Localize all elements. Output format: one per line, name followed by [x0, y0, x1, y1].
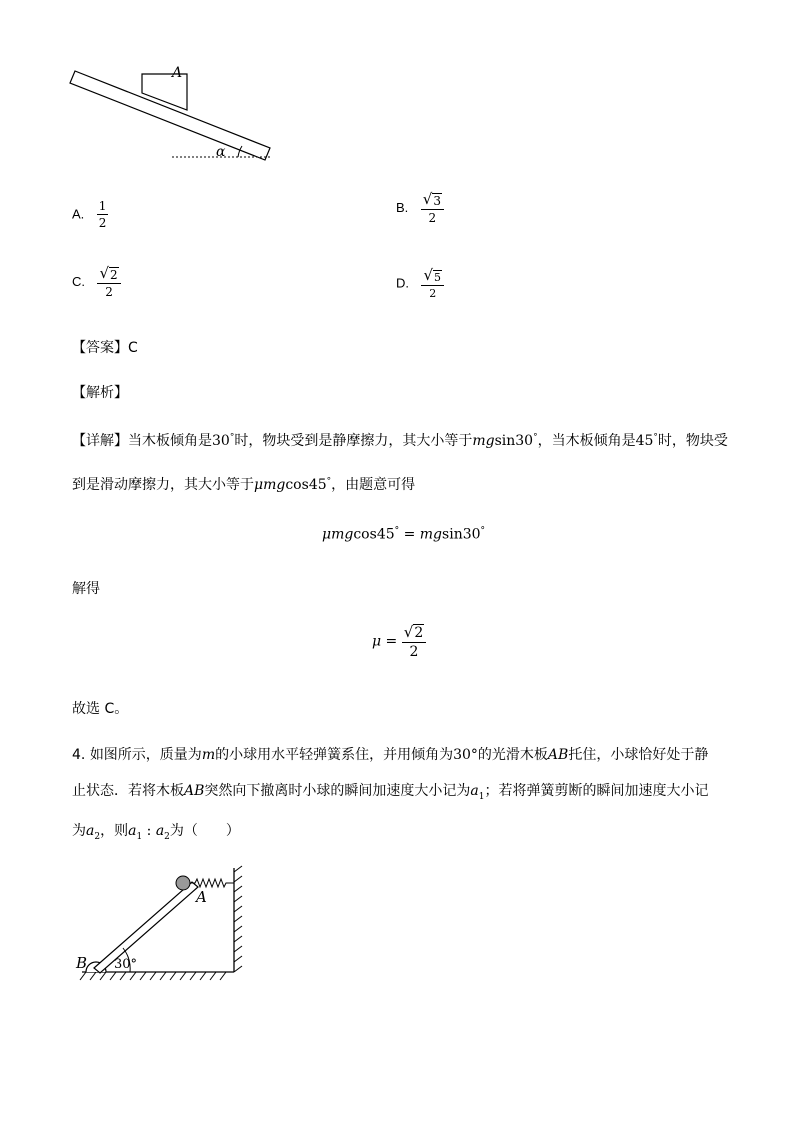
option-c-denominator: 2 [105, 285, 113, 299]
option-d-denominator: 2 [429, 287, 437, 300]
answer-line [72, 337, 138, 357]
detail-text: 时，物块受 [657, 433, 728, 449]
subscript: 1 [136, 831, 143, 842]
option-c-fraction: √ 2 2 [97, 266, 120, 298]
q4-text: ；若将弹簧剪断的瞬间加速度大小记 [484, 783, 709, 799]
q4-text: 的小球用水平轻弹簧系住，并用倾角为 [215, 747, 454, 763]
q4-text: ，则 [100, 823, 129, 839]
degree-sign: ° [394, 526, 400, 536]
subscript: 2 [94, 831, 101, 842]
math-func: sin [442, 526, 463, 543]
ball [176, 876, 190, 890]
answer-value: C [128, 340, 138, 356]
angle-value: 45 [376, 526, 395, 543]
equals-sign: = [381, 633, 402, 650]
math-func: cos [285, 477, 309, 493]
detail-text: ，当木板倾角是 [537, 433, 636, 449]
q4-text: 为 [72, 823, 86, 839]
q4-text: 的光滑木板 [477, 747, 548, 763]
result-radicand: 2 [414, 625, 424, 641]
option-d[interactable] [396, 268, 444, 299]
detail-text: 当木板倾角是 [128, 433, 212, 449]
option-a-numerator: 1 [98, 199, 107, 213]
detail-line-1 [72, 430, 728, 450]
ground-hatching [80, 972, 226, 980]
result-fraction: √ 2 2 [402, 624, 426, 659]
math-var: a [470, 783, 479, 799]
q4-text: 突然向下撤离时小球的瞬间加速度大小记为 [204, 783, 471, 799]
analysis-label: 【解析】 [72, 385, 128, 401]
option-d-radicand: 5 [434, 271, 442, 284]
eq-lhs: μmg [322, 526, 354, 543]
option-a-denominator: 2 [98, 216, 107, 230]
q4-line-1 [72, 744, 708, 764]
option-a[interactable] [72, 200, 108, 229]
q4-line-2 [72, 780, 709, 802]
label-alpha: α [216, 144, 226, 160]
mu-symbol: μ [372, 633, 382, 650]
option-b-letter: B. [396, 200, 409, 215]
detail-label: 【详解】 [72, 433, 128, 449]
label-b: B [76, 954, 88, 972]
option-b[interactable] [396, 192, 444, 224]
option-a-fraction [97, 200, 109, 229]
q4-text: 为（ ） [169, 823, 240, 839]
angle-value: 30° [453, 747, 478, 763]
detail-text: 时，物块受到是静摩擦力，其大小等于 [234, 433, 473, 449]
detail-text: ，由题意可得 [331, 477, 416, 493]
option-c-letter: C. [72, 274, 85, 289]
angle-value: 30 [515, 433, 534, 449]
solve-label: 解得 [72, 581, 100, 597]
label-a: A [172, 65, 183, 81]
subscript: 2 [164, 831, 170, 842]
option-b-radicand: 3 [433, 194, 441, 208]
degree-sign: ° [229, 432, 235, 443]
math-func: sin [494, 433, 516, 449]
math-var: a [86, 823, 95, 839]
math-var: AB [184, 783, 205, 799]
detail-text: 到是滑动摩擦力，其大小等于 [72, 477, 254, 493]
answer-label: 【答案】 [72, 340, 128, 356]
plank-ab [94, 882, 198, 973]
option-b-fraction: √ 3 2 [421, 192, 444, 224]
degree-sign: ° [653, 432, 658, 443]
label-angle: 30° [114, 957, 138, 972]
result-denominator: 2 [409, 644, 419, 660]
math-var: a [128, 823, 137, 839]
math-expr: mg [472, 433, 495, 449]
math-var: AB [547, 747, 569, 763]
degree-sign: ° [533, 432, 538, 443]
math-var: a [155, 823, 165, 839]
ratio-colon: : [142, 823, 156, 839]
angle-value: 30 [212, 433, 230, 449]
result-equation [372, 624, 426, 659]
option-a-letter: A. [72, 206, 85, 222]
q4-line-3 [72, 820, 240, 842]
question-number: 4. [72, 747, 86, 763]
figure-spring-ball [70, 860, 260, 990]
math-func: cos [353, 526, 377, 543]
subscript: 1 [478, 791, 485, 802]
conclusion: 故选 C。 [72, 701, 129, 717]
degree-sign: ° [480, 526, 486, 536]
option-d-letter: D. [396, 275, 409, 291]
angle-value: 45 [635, 433, 654, 449]
q4-text: 托住，小球恰好处于静 [568, 747, 709, 763]
q4-text: 止状态．若将木板 [72, 783, 184, 799]
angle-value: 45 [308, 477, 327, 493]
eq-rhs: mg [419, 526, 443, 543]
equals-sign: = [399, 526, 420, 543]
option-c[interactable] [72, 266, 121, 298]
math-expr: μmg [254, 477, 286, 493]
math-var: m [201, 747, 216, 763]
degree-sign: ° [326, 476, 332, 487]
wall-hatching [234, 866, 242, 972]
angle-value: 30 [462, 526, 481, 543]
option-d-fraction: √ 5 2 [421, 268, 444, 299]
detail-line-2 [72, 474, 415, 494]
figure-incline-block [60, 60, 290, 170]
option-c-radicand: 2 [110, 268, 118, 282]
option-b-denominator: 2 [428, 211, 437, 225]
equation [322, 526, 485, 543]
label-a: A [196, 888, 207, 906]
q4-text: 如图所示，质量为 [89, 747, 202, 763]
